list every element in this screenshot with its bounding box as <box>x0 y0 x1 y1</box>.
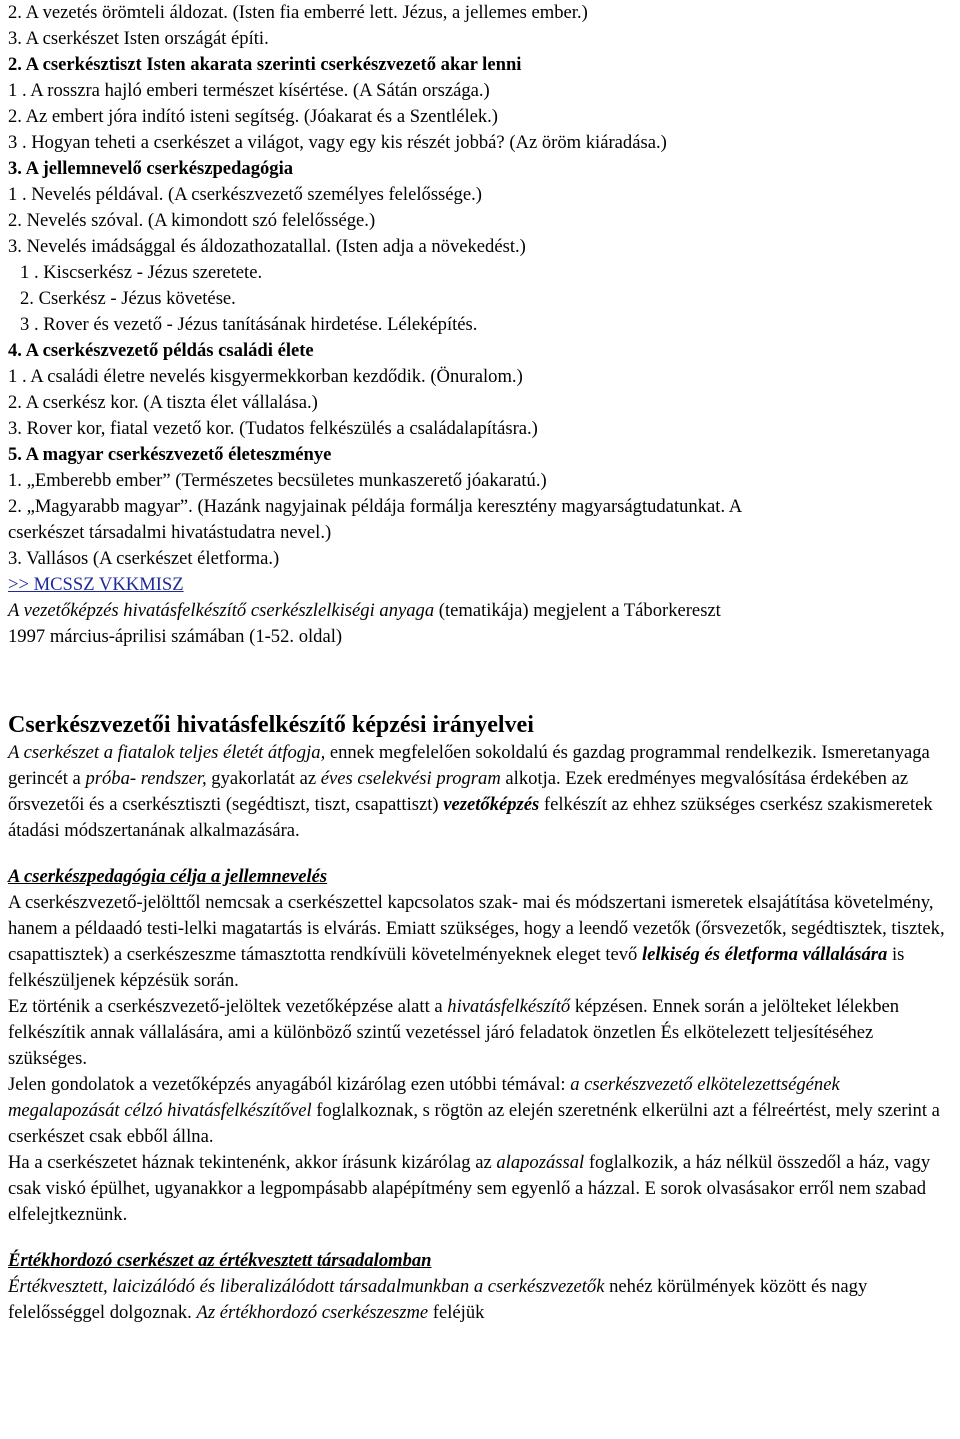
paragraph-hivatasfelkeszito <box>8 994 953 1072</box>
text: feléjük <box>428 1302 485 1323</box>
outline-line: 1. „Emberebb ember” (Természetes becsületes munkaszerető jóakaratú.) <box>8 470 547 491</box>
paragraph-jelen-gondolatok <box>8 1072 953 1150</box>
text: is felkészüljenek képzésük során. <box>8 944 905 991</box>
text: alkotja. Ezek eredményes megvalósítása érdekében az őrsvezetői és a cserkésztiszti (segédtiszt, tiszt, csapattiszt) <box>8 768 909 815</box>
text: nehéz körülmények között és nagy felelősséggel dolgoznak. <box>8 1276 868 1323</box>
outline-line: 2. „Magyarabb magyar”. (Hazánk nagyjainak példája formálja keresztény magyarságtudatunkat. A <box>8 496 743 517</box>
emphasis: próba- rendszer, <box>85 768 207 789</box>
mcssz-vkkmisz-link[interactable]: >> MCSSZ VKKMISZ <box>8 574 184 595</box>
outline-line: 3 . Hogyan teheti a cserkészet a világot, vagy egy kis részét jobbá? (Az öröm kiáradása.) <box>8 132 667 153</box>
section-title: Cserkészvezetői hivatásfelkészítő képzési irányelvei <box>8 712 534 738</box>
text: A cserkészvezető-jelölttől nemcsak a cserkészettel kapcsolatos szak- mai és módszertani ismeretek elsajátítása követelmény, hanem a példaadó testi-lelki magatartás is elvárás. Emiatt szükséges, hogy a leendő vezetők (őrsvezetők, segédtisztek, tisztek, csapattisztek) a cserkészeszme támasztotta rendkívüli követelményeknek eleget tevő <box>8 892 945 965</box>
outline-subline: 2. Cserkész - Jézus követése. <box>20 288 236 309</box>
outline-line: 2. A cserkész kor. (A tiszta élet vállalása.) <box>8 392 318 413</box>
text: képzésen. Ennek során a jelölteket lélekben felkészítik annak vállalására, ami a különböző szintű vezetéssel járó feladatok önzetlen És elkötelezett teljesítéséhez szükséges. <box>8 996 900 1069</box>
emphasis: A cserkészet a fiatalok teljes életét átfogja, <box>8 742 326 763</box>
outline-line: 1 . A rosszra hajló emberi természet kísértése. (A Sátán országa.) <box>8 80 490 101</box>
outline-line: 3. Vallásos (A cserkészet életforma.) <box>8 548 280 569</box>
outline-heading: 5. A magyar cserkészvezető életeszménye <box>8 444 332 465</box>
outline-line: 3. Nevelés imádsággal és áldozathozatallal. (Isten adja a növekedést.) <box>8 236 526 257</box>
outline-heading: 4. A cserkészvezető példás családi élete <box>8 340 314 361</box>
outline <box>8 0 953 650</box>
outline-subline: 3 . Rover és vezető - Jézus tanításának hirdetése. Léleképítés. <box>20 314 478 335</box>
text: Ez történik a cserkészvezető-jelöltek vezetőképzése alatt a <box>8 996 448 1017</box>
outline-line: 2. Nevelés szóval. (A kimondott szó felelőssége.) <box>8 210 376 231</box>
text: Jelen gondolatok a vezetőképzés anyagából kizárólag ezen utóbbi témával: <box>8 1074 571 1095</box>
paragraph-ertekvesztett <box>8 1274 953 1326</box>
source-note-title: A vezetőképzés hivatásfelkészítő cserkészlelkiségi anyaga <box>8 600 435 621</box>
emphasis: alapozással <box>496 1152 585 1173</box>
emphasis: hivatásfelkészítő <box>447 996 571 1017</box>
outline-line: cserkészet társadalmi hivatástudatra nevel.) <box>8 522 332 543</box>
outline-line: 2. Az embert jóra indító isteni segítség. (Jóakarat és a Szentlélek.) <box>8 106 499 127</box>
paragraph-haz-hasonlat <box>8 1150 953 1228</box>
source-note <box>8 598 953 650</box>
text: felkészít az ehhez szükséges cserkész szakismeretek átadási módszertanának alkalmazására. <box>8 794 933 841</box>
paragraph-requirements <box>8 890 953 994</box>
outline-line: 2. A vezetés örömteli áldozat. (Isten fia emberré lett. Jézus, a jellemes ember.) <box>8 2 588 23</box>
outline-heading: 2. A cserkésztiszt Isten akarata szerinti cserkészvezető akar lenni <box>8 54 522 75</box>
text: foglalkozik, a ház nélkül összedől a ház, vagy csak viskó épülhet, ugyanakkor a legpompásabb alapépítmény sem egyenlő a házzal. E sorok olvasásakor erről nem szabad elfelejtkeznünk. <box>8 1152 931 1225</box>
outline-line: 1 . A családi életre nevelés kisgyermekkorban kezdődik. (Önuralom.) <box>8 366 523 387</box>
emphasis: Értékvesztett, laicizálódó és liberalizálódott társadalmunkban a cserkészvezetők <box>8 1276 605 1297</box>
outline-line: 3. Rover kor, fiatal vezető kor. (Tudatos felkészülés a családalapításra.) <box>8 418 538 439</box>
outline-subline: 1 . Kiscserkész - Jézus szeretete. <box>20 262 263 283</box>
outline-heading: 3. A jellemnevelő cserkészpedagógia <box>8 158 294 179</box>
outline-line: 3. A cserkészet Isten országát építi. <box>8 28 269 49</box>
text: Ha a cserkészetet háznak tekintenénk, akkor írásunk kizárólag az <box>8 1152 497 1173</box>
emphasis: éves cselekvési program <box>320 768 501 789</box>
strong-emphasis: vezetőképzés <box>443 794 540 815</box>
paragraph-intro <box>8 740 953 844</box>
source-note-text: 1997 március-áprilisi számában (1-52. oldal) <box>8 626 343 647</box>
text: foglalkoznak, s rögtön az elején szeretnénk elkerülni azt a félreértést, mely szerint a cserkészet csak ebből állna. <box>8 1100 940 1147</box>
source-note-text: (tematikája) megjelent a Táborkereszt <box>434 600 721 621</box>
emphasis: a cserkészvezető elkötelezettségének megalapozását célzó hivatásfelkészítővel <box>8 1074 840 1121</box>
emphasis: Az értékhordozó cserkészeszme <box>196 1302 429 1323</box>
text: gyakorlatát az <box>206 768 321 789</box>
outline-line: 1 . Nevelés példával. (A cserkészvezető személyes felelőssége.) <box>8 184 482 205</box>
subheading-jellemneveles: A cserkészpedagógia célja a jellemnevelés <box>8 866 328 887</box>
strong-emphasis: lelkiség és életforma vállalására <box>642 944 888 965</box>
text: ennek megfelelően sokoldalú és gazdag programmal rendelkezik. Ismeretanyaga gerincét a <box>8 742 930 789</box>
subheading-ertekhordozo: Értékhordozó cserkészet az értékvesztett társadalomban <box>8 1250 432 1271</box>
